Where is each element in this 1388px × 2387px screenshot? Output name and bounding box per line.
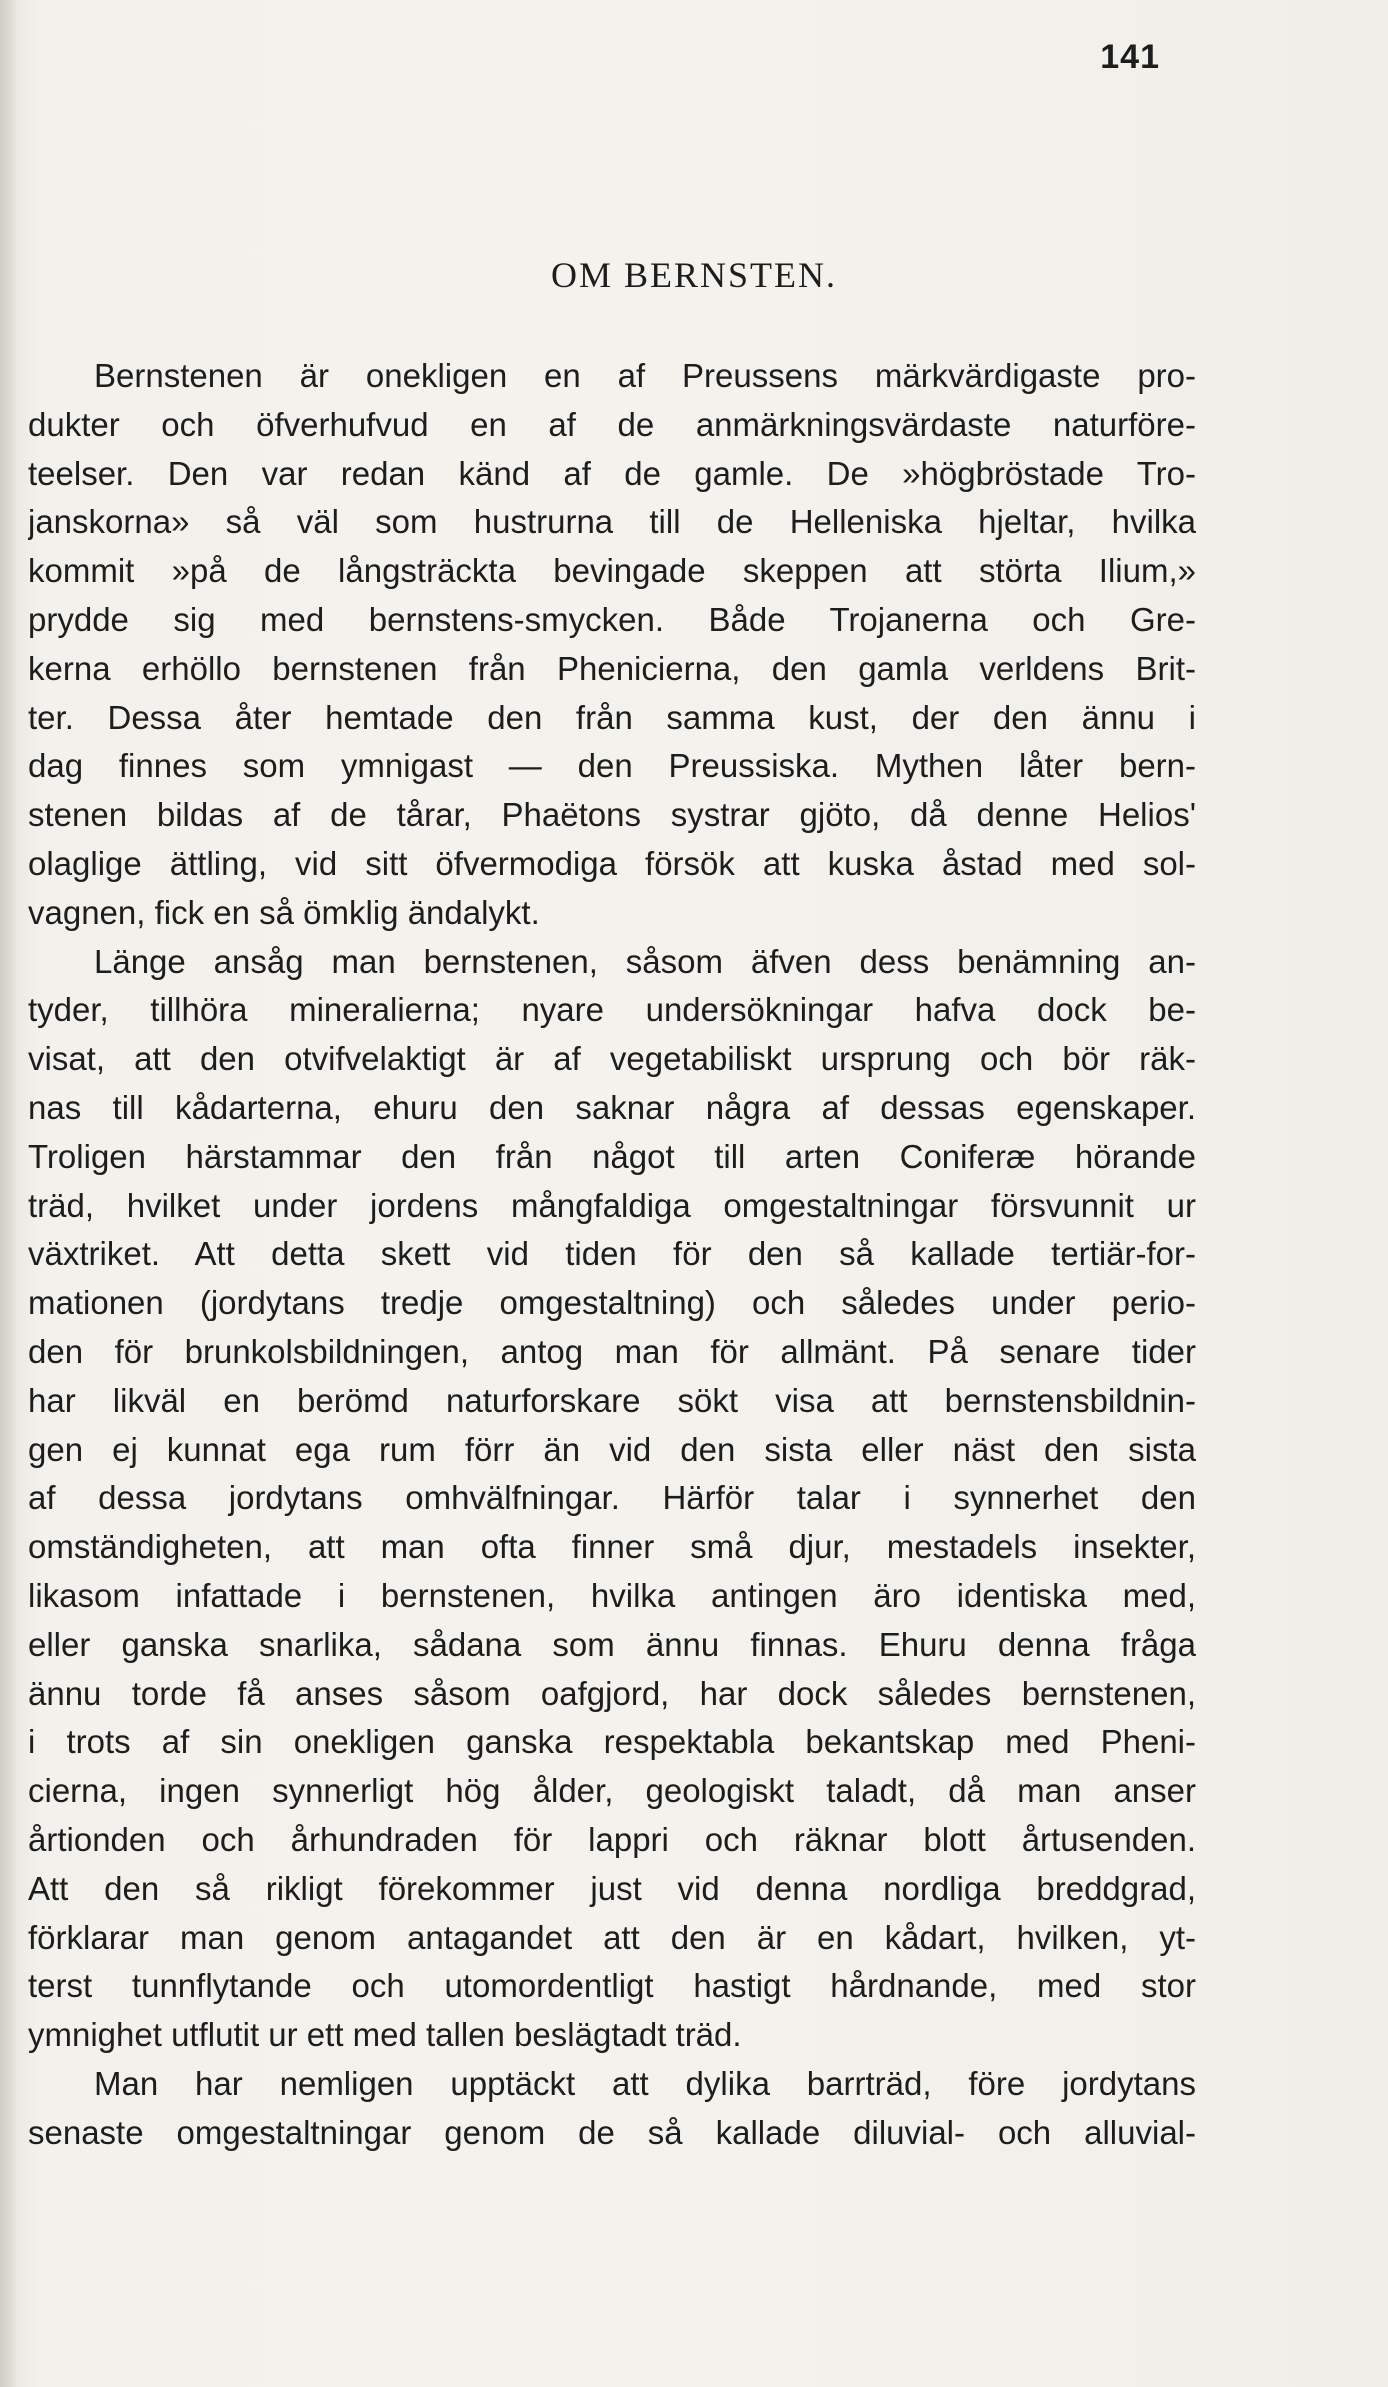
- chapter-title: OM BERNSTEN.: [550, 255, 838, 295]
- body-text: [28, 352, 1196, 2157]
- text-line: kommit »på de långsträckta bevingade skeppen att störta Ilium,»: [28, 552, 1196, 590]
- text-line: kerna erhöllo bernstenen från Phenicierna, den gamla verldens Brit-: [28, 649, 1196, 687]
- text-line: ymnighet utflutit ur ett med tallen beslägtadt träd.: [28, 2016, 742, 2054]
- text-line: senaste omgestaltningar genom de så kallade diluvial- och alluvial-: [28, 2113, 1196, 2151]
- text-line: har likväl en berömd naturforskare sökt visa att bernstensbildnin-: [28, 1381, 1196, 1419]
- text-line: årtionden och århundraden för lappri och räknar blott årtusenden.: [28, 1820, 1196, 1858]
- text-line: nas till kådarterna, ehuru den saknar några af dessas egenskaper.: [28, 1088, 1196, 1126]
- text-line: förklarar man genom antagandet att den är en kådart, hvilken, yt-: [28, 1918, 1196, 1956]
- text-line: omständigheten, att man ofta finner små djur, mestadels insekter,: [28, 1528, 1196, 1566]
- text-line: janskorna» så väl som hustrurna till de Helleniska hjeltar, hvilka: [28, 503, 1196, 541]
- text-line: i trots af sin onekligen ganska respektabla bekantskap med Pheni-: [28, 1723, 1196, 1761]
- text-line: stenen bildas af de tårar, Phaëtons systrar gjöto, då denne Helios': [28, 796, 1196, 834]
- text-line: den för brunkolsbildningen, antog man för allmänt. På senare tider: [28, 1332, 1196, 1370]
- text-line: dag finnes som ymnigast — den Preussiska. Mythen låter bern-: [28, 747, 1196, 785]
- text-line: tyder, tillhöra mineralierna; nyare undersökningar hafva dock be-: [28, 991, 1196, 1029]
- page-number: 141: [1100, 38, 1160, 76]
- text-line: träd, hvilket under jordens mångfaldiga omgestaltningar försvunnit ur: [28, 1186, 1196, 1224]
- text-line: växtriket. Att detta skett vid tiden för den så kallade tertiär-for-: [28, 1235, 1196, 1273]
- text-line: cierna, ingen synnerligt hög ålder, geologiskt taladt, då man anser: [28, 1772, 1196, 1810]
- text-line: likasom infattade i bernstenen, hvilka antingen äro identiska med,: [28, 1576, 1196, 1614]
- text-line: ännu torde få anses såsom oafgjord, har dock således bernstenen,: [28, 1674, 1196, 1712]
- text-line: Man har nemligen upptäckt att dylika barrträd, före jordytans: [94, 2064, 1196, 2102]
- text-line: ter. Dessa åter hemtade den från samma kust, der den ännu i: [28, 698, 1196, 736]
- text-line: Länge ansåg man bernstenen, såsom äfven dess benämning an-: [94, 942, 1196, 980]
- text-line: teelser. Den var redan känd af de gamle. De »högbröstade Tro-: [28, 454, 1196, 492]
- text-line: Bernstenen är onekligen en af Preussens märkvärdigaste pro-: [94, 357, 1196, 394]
- text-line: olaglige ättling, vid sitt öfvermodiga försök att kuska åstad med sol-: [28, 844, 1196, 882]
- text-line: visat, att den otvifvelaktigt är af vegetabiliskt ursprung och bör räk-: [28, 1040, 1196, 1078]
- text-line: vagnen, fick en så ömklig ändalykt.: [28, 893, 540, 931]
- text-line: mationen (jordytans tredje omgestaltning) och således under perio-: [28, 1284, 1196, 1322]
- text-line: dukter och öfverhufvud en af de anmärkningsvärdaste naturföre-: [28, 405, 1196, 443]
- text-line: Att den så rikligt förekommer just vid denna nordliga breddgrad,: [28, 1869, 1196, 1907]
- text-line: terst tunnflytande och utomordentligt hastigt hårdnande, med stor: [28, 1967, 1196, 2005]
- text-line: Troligen härstammar den från något till arten Coniferæ hörande: [28, 1137, 1196, 1175]
- text-line: af dessa jordytans omhvälfningar. Härför talar i synnerhet den: [28, 1479, 1196, 1517]
- binding-shadow: [0, 0, 18, 2387]
- text-line: prydde sig med bernstens-smycken. Både Trojanerna och Gre-: [28, 600, 1196, 638]
- text-line: eller ganska snarlika, sådana som ännu finnas. Ehuru denna fråga: [28, 1625, 1196, 1663]
- text-line: gen ej kunnat ega rum förr än vid den sista eller näst den sista: [28, 1430, 1196, 1468]
